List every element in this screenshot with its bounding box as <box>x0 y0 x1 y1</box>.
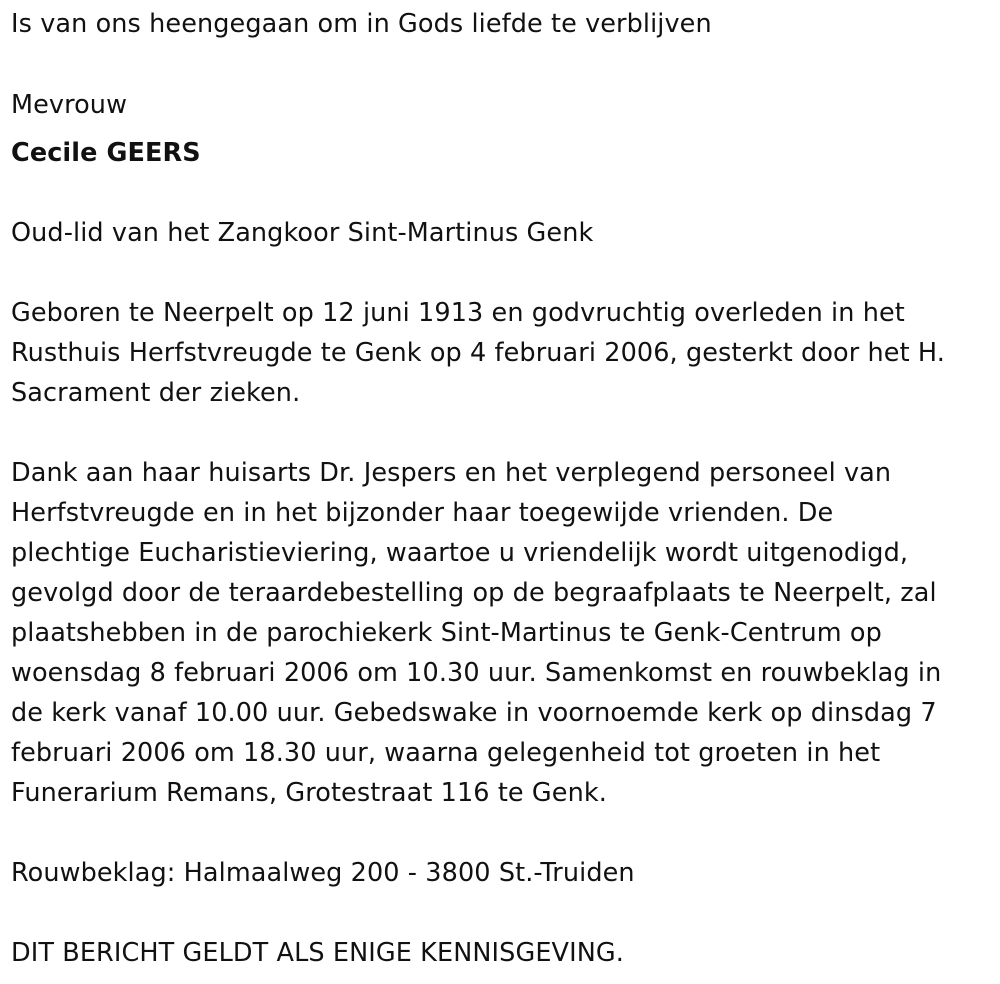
thanks-line-4: gevolgd door de teraardebestelling op de begraafplaats te Neerpelt, zal <box>11 578 937 608</box>
thanks-line-3: plechtige Eucharistieviering, waartoe u vriendelijk wordt uitgenodigd, <box>11 538 909 568</box>
deceased-name: Cecile GEERS <box>11 138 201 168</box>
intro-text: Is van ons heengegaan om in Gods liefde te verblijven <box>11 9 712 39</box>
birth-line-3: Sacrament der zieken. <box>11 378 301 408</box>
membership-text: Oud-lid van het Zangkoor Sint-Martinus Genk <box>11 218 594 248</box>
thanks-line-5: plaatshebben in de parochiekerk Sint-Martinus te Genk-Centrum op <box>11 618 882 648</box>
thanks-line-1: Dank aan haar huisarts Dr. Jespers en het verplegend personeel van <box>11 458 892 488</box>
thanks-line-9: Funerarium Remans, Grotestraat 116 te Genk. <box>11 778 607 808</box>
thanks-line-2: Herfstvreugde en in het bijzonder haar toegewijde vrienden. De <box>11 498 834 528</box>
thanks-line-8: februari 2006 om 18.30 uur, waarna gelegenheid tot groeten in het <box>11 738 881 768</box>
thanks-line-7: de kerk vanaf 10.00 uur. Gebedswake in voornoemde kerk op dinsdag 7 <box>11 698 937 728</box>
birth-line-1: Geboren te Neerpelt op 12 juni 1913 en godvruchtig overleden in het <box>11 298 905 328</box>
closing-statement: DIT BERICHT GELDT ALS ENIGE KENNISGEVING. <box>11 938 624 968</box>
condolence-address: Rouwbeklag: Halmaalweg 200 - 3800 St.-Truiden <box>11 858 635 888</box>
thanks-line-6: woensdag 8 februari 2006 om 10.30 uur. Samenkomst en rouwbeklag in <box>11 658 942 688</box>
birth-line-2: Rusthuis Herfstvreugde te Genk op 4 februari 2006, gesterkt door het H. <box>11 338 945 368</box>
salutation: Mevrouw <box>11 90 128 120</box>
